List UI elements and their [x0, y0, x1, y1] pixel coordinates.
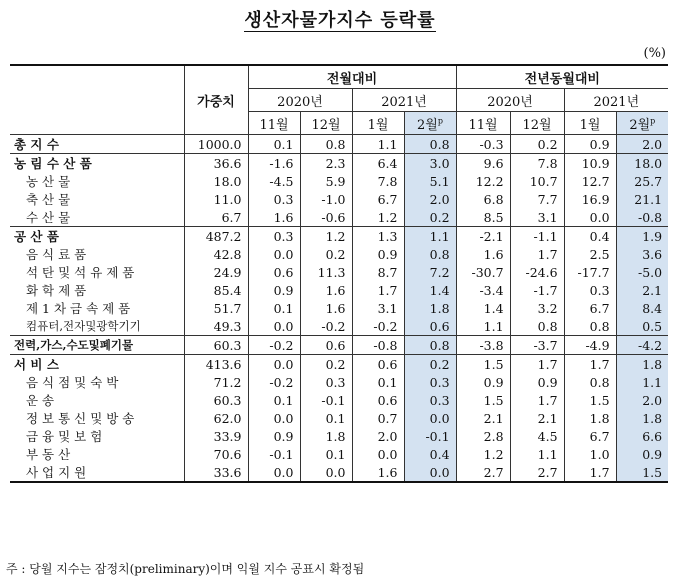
value-cell: 0.2	[510, 135, 564, 154]
value-cell: 3.1	[352, 299, 404, 317]
value-cell: 0.4	[564, 227, 616, 246]
table-row	[10, 409, 668, 427]
value-cell: -17.7	[564, 263, 616, 281]
value-cell: 1.7	[510, 391, 564, 409]
weight-cell: 62.0	[184, 409, 248, 427]
value-cell: 0.2	[300, 355, 352, 374]
value-cell: 7.7	[510, 190, 564, 208]
value-cell: 1.1	[404, 227, 456, 246]
value-cell: 6.7	[352, 190, 404, 208]
value-cell: 0.9	[616, 445, 668, 463]
row-label: 사 업 지 원	[10, 463, 184, 482]
weight-cell: 18.0	[184, 172, 248, 190]
value-cell: -30.7	[456, 263, 510, 281]
row-label: 음 식 점 및 숙 박	[10, 373, 184, 391]
row-label: 농 산 물	[10, 172, 184, 190]
table-row	[10, 263, 668, 281]
table-row	[10, 154, 668, 173]
weight-cell: 42.8	[184, 245, 248, 263]
value-cell: -0.1	[248, 445, 300, 463]
value-cell: -1.6	[248, 154, 300, 173]
value-cell: 1.8	[404, 299, 456, 317]
value-cell: -0.2	[352, 317, 404, 336]
value-cell: 2.3	[300, 154, 352, 173]
value-cell: 1.2	[300, 227, 352, 246]
header-yoy-12: 12월	[510, 112, 564, 135]
value-cell: -0.2	[248, 373, 300, 391]
value-cell: 1.1	[510, 445, 564, 463]
value-cell: 7.8	[510, 154, 564, 173]
row-label: 정 보 통 신 및 방 송	[10, 409, 184, 427]
value-cell: 1.9	[616, 227, 668, 246]
weight-cell: 60.3	[184, 336, 248, 355]
row-label: 석 탄 및 석 유 제 품	[10, 263, 184, 281]
value-cell: 0.3	[404, 391, 456, 409]
row-label: 공 산 품	[10, 227, 184, 246]
value-cell: 6.6	[616, 427, 668, 445]
value-cell: 1.2	[352, 208, 404, 227]
value-cell: -0.2	[248, 336, 300, 355]
value-cell: 0.2	[404, 208, 456, 227]
row-label: 전력,가스,수도및폐기물	[10, 336, 184, 355]
row-label: 제 1 차 금 속 제 품	[10, 299, 184, 317]
value-cell: 0.0	[248, 463, 300, 482]
value-cell: -1.0	[300, 190, 352, 208]
header-yoy-1: 1월	[564, 112, 616, 135]
value-cell: 3.0	[404, 154, 456, 173]
value-cell: 3.1	[510, 208, 564, 227]
value-cell: 7.8	[352, 172, 404, 190]
value-cell: 0.3	[248, 190, 300, 208]
row-label: 화 학 제 품	[10, 281, 184, 299]
value-cell: 0.6	[352, 391, 404, 409]
value-cell: 0.8	[564, 373, 616, 391]
header-2021-yoy: 2021년	[564, 89, 668, 112]
value-cell: 0.2	[404, 355, 456, 374]
weight-cell: 36.6	[184, 154, 248, 173]
value-cell: 1.8	[616, 355, 668, 374]
value-cell: 2.0	[352, 427, 404, 445]
table-row	[10, 391, 668, 409]
value-cell: 0.9	[352, 245, 404, 263]
value-cell: 1.7	[510, 355, 564, 374]
value-cell: 7.2	[404, 263, 456, 281]
value-cell: 0.8	[564, 317, 616, 336]
table-row	[10, 463, 668, 482]
value-cell: -0.2	[300, 317, 352, 336]
value-cell: 0.6	[404, 317, 456, 336]
value-cell: -4.5	[248, 172, 300, 190]
value-cell: 0.1	[248, 135, 300, 154]
value-cell: 16.9	[564, 190, 616, 208]
table-row	[10, 427, 668, 445]
value-cell: 0.3	[564, 281, 616, 299]
value-cell: 0.5	[616, 317, 668, 336]
value-cell: 0.0	[352, 445, 404, 463]
value-cell: 2.8	[456, 427, 510, 445]
value-cell: 10.9	[564, 154, 616, 173]
row-label: 운 송	[10, 391, 184, 409]
header-mom-1: 1월	[352, 112, 404, 135]
weight-cell: 487.2	[184, 227, 248, 246]
value-cell: 1.8	[300, 427, 352, 445]
weight-cell: 1000.0	[184, 135, 248, 154]
table-row	[10, 135, 668, 154]
table-row	[10, 299, 668, 317]
weight-cell: 71.2	[184, 373, 248, 391]
header-2021-mom: 2021년	[352, 89, 456, 112]
table-row	[10, 445, 668, 463]
value-cell: 6.7	[564, 427, 616, 445]
weight-cell: 24.9	[184, 263, 248, 281]
value-cell: 12.2	[456, 172, 510, 190]
header-blank	[10, 65, 184, 135]
header-mom-12: 12월	[300, 112, 352, 135]
value-cell: 9.6	[456, 154, 510, 173]
value-cell: -0.1	[404, 427, 456, 445]
value-cell: -24.6	[510, 263, 564, 281]
table-row	[10, 190, 668, 208]
value-cell: 0.1	[248, 299, 300, 317]
value-cell: 0.9	[564, 135, 616, 154]
header-mom-2: 2월$^p$	[404, 112, 456, 135]
table-row	[10, 172, 668, 190]
value-cell: 2.7	[510, 463, 564, 482]
header-2020-mom: 2020년	[248, 89, 352, 112]
weight-cell: 70.6	[184, 445, 248, 463]
table-row	[10, 336, 668, 355]
value-cell: 1.6	[300, 299, 352, 317]
value-cell: 0.0	[404, 409, 456, 427]
value-cell: -2.1	[456, 227, 510, 246]
weight-cell: 85.4	[184, 281, 248, 299]
value-cell: 1.5	[456, 355, 510, 374]
value-cell: 1.5	[564, 391, 616, 409]
value-cell: 1.1	[352, 135, 404, 154]
value-cell: -0.1	[300, 391, 352, 409]
value-cell: 0.9	[248, 281, 300, 299]
footnote: 주 : 당월 지수는 잠정치(preliminary)이며 익월 지수 공표시 확정됨	[6, 562, 365, 576]
header-yoy: 전년동월대비	[456, 65, 668, 89]
value-cell: 1.0	[564, 445, 616, 463]
value-cell: 2.0	[404, 190, 456, 208]
value-cell: 12.7	[564, 172, 616, 190]
value-cell: 1.7	[352, 281, 404, 299]
header-2020-yoy: 2020년	[456, 89, 564, 112]
row-label: 금 융 및 보 험	[10, 427, 184, 445]
value-cell: -4.2	[616, 336, 668, 355]
value-cell: 1.5	[616, 463, 668, 482]
value-cell: 0.9	[456, 373, 510, 391]
value-cell: 3.6	[616, 245, 668, 263]
value-cell: 0.0	[564, 208, 616, 227]
value-cell: 2.7	[456, 463, 510, 482]
row-label: 수 산 물	[10, 208, 184, 227]
value-cell: 2.0	[616, 391, 668, 409]
value-cell: -0.6	[300, 208, 352, 227]
row-label: 농 림 수 산 품	[10, 154, 184, 173]
value-cell: 1.8	[616, 409, 668, 427]
value-cell: 0.1	[300, 445, 352, 463]
value-cell: 0.1	[352, 373, 404, 391]
value-cell: 1.4	[456, 299, 510, 317]
weight-cell: 49.3	[184, 317, 248, 336]
value-cell: 1.7	[564, 355, 616, 374]
table-row	[10, 245, 668, 263]
weight-cell: 11.0	[184, 190, 248, 208]
value-cell: 0.3	[248, 227, 300, 246]
value-cell: 0.0	[248, 317, 300, 336]
value-cell: -0.8	[352, 336, 404, 355]
value-cell: 0.0	[300, 463, 352, 482]
value-cell: -3.4	[456, 281, 510, 299]
row-label: 축 산 물	[10, 190, 184, 208]
weight-cell: 33.9	[184, 427, 248, 445]
value-cell: 2.1	[510, 409, 564, 427]
value-cell: 1.1	[616, 373, 668, 391]
value-cell: 2.1	[616, 281, 668, 299]
value-cell: 2.0	[616, 135, 668, 154]
value-cell: 0.0	[404, 463, 456, 482]
value-cell: 1.7	[510, 245, 564, 263]
value-cell: 0.8	[404, 336, 456, 355]
weight-cell: 6.7	[184, 208, 248, 227]
value-cell: -3.8	[456, 336, 510, 355]
value-cell: 4.5	[510, 427, 564, 445]
value-cell: -3.7	[510, 336, 564, 355]
table-row	[10, 208, 668, 227]
table-row	[10, 281, 668, 299]
value-cell: -4.9	[564, 336, 616, 355]
header-yoy-11: 11월	[456, 112, 510, 135]
value-cell: 1.6	[352, 463, 404, 482]
value-cell: 6.4	[352, 154, 404, 173]
value-cell: 0.9	[510, 373, 564, 391]
value-cell: -1.1	[510, 227, 564, 246]
value-cell: 1.7	[564, 463, 616, 482]
header-mom-11: 11월	[248, 112, 300, 135]
value-cell: 8.5	[456, 208, 510, 227]
value-cell: 1.5	[456, 391, 510, 409]
value-cell: 0.1	[248, 391, 300, 409]
value-cell: 0.0	[248, 355, 300, 374]
ppi-table	[10, 64, 668, 483]
value-cell: 5.1	[404, 172, 456, 190]
value-cell: 21.1	[616, 190, 668, 208]
value-cell: 0.6	[248, 263, 300, 281]
value-cell: 0.8	[404, 135, 456, 154]
row-label: 부 동 산	[10, 445, 184, 463]
value-cell: 6.8	[456, 190, 510, 208]
table-row	[10, 373, 668, 391]
value-cell: 0.1	[300, 409, 352, 427]
row-label: 서 비 스	[10, 355, 184, 374]
value-cell: 2.1	[456, 409, 510, 427]
row-label: 총 지 수	[10, 135, 184, 154]
value-cell: 6.7	[564, 299, 616, 317]
value-cell: 1.2	[456, 445, 510, 463]
value-cell: -0.3	[456, 135, 510, 154]
value-cell: 0.7	[352, 409, 404, 427]
value-cell: 1.6	[456, 245, 510, 263]
value-cell: 0.6	[352, 355, 404, 374]
value-cell: 25.7	[616, 172, 668, 190]
value-cell: 0.8	[300, 135, 352, 154]
value-cell: 0.4	[404, 445, 456, 463]
value-cell: 8.7	[352, 263, 404, 281]
value-cell: 0.8	[404, 245, 456, 263]
value-cell: 1.1	[456, 317, 510, 336]
row-label: 컴퓨터,전자및광학기기	[10, 317, 184, 336]
value-cell: 0.2	[300, 245, 352, 263]
weight-cell: 413.6	[184, 355, 248, 374]
value-cell: 11.3	[300, 263, 352, 281]
header-mom: 전월대비	[248, 65, 456, 89]
table-row	[10, 227, 668, 246]
value-cell: 0.9	[248, 427, 300, 445]
row-label: 음 식 료 품	[10, 245, 184, 263]
value-cell: 8.4	[616, 299, 668, 317]
value-cell: -5.0	[616, 263, 668, 281]
table-row	[10, 317, 668, 336]
weight-cell: 33.6	[184, 463, 248, 482]
value-cell: 1.4	[404, 281, 456, 299]
value-cell: 0.0	[248, 409, 300, 427]
value-cell: 18.0	[616, 154, 668, 173]
value-cell: 0.8	[510, 317, 564, 336]
value-cell: 1.6	[248, 208, 300, 227]
value-cell: 1.8	[564, 409, 616, 427]
value-cell: 0.3	[300, 373, 352, 391]
value-cell: 2.5	[564, 245, 616, 263]
weight-cell: 60.3	[184, 391, 248, 409]
document-title: 생산자물가지수 등락률	[244, 10, 436, 31]
value-cell: -0.8	[616, 208, 668, 227]
table-row	[10, 355, 668, 374]
value-cell: 0.0	[248, 245, 300, 263]
header-weight: 가중치	[184, 65, 248, 135]
value-cell: 5.9	[300, 172, 352, 190]
value-cell: 0.3	[404, 373, 456, 391]
value-cell: 0.6	[300, 336, 352, 355]
weight-cell: 51.7	[184, 299, 248, 317]
value-cell: 3.2	[510, 299, 564, 317]
value-cell: 10.7	[510, 172, 564, 190]
unit-label: (%)	[643, 46, 666, 61]
value-cell: 1.3	[352, 227, 404, 246]
value-cell: 1.6	[300, 281, 352, 299]
header-yoy-2: 2월$^p$	[616, 112, 668, 135]
value-cell: -1.7	[510, 281, 564, 299]
